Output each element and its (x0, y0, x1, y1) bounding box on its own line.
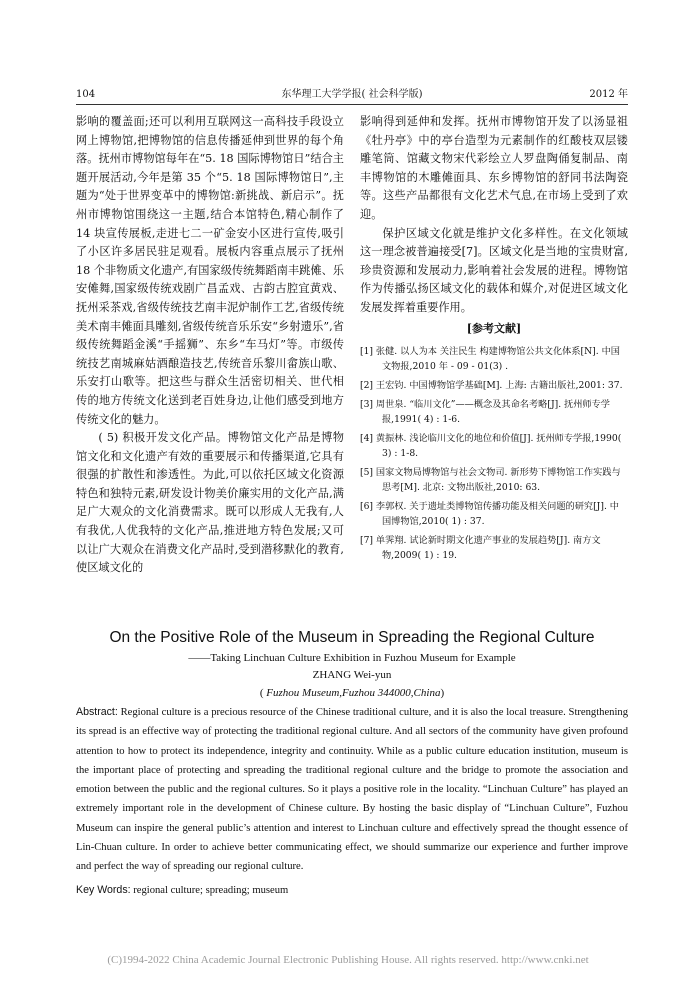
body-paragraph: 影响的覆盖面;还可以利用互联网这一高科技手段设立网上博物馆,把博物馆的信息传播延伸到世界的每个角落。抚州市博物馆每年在“5. 18 国际博物馆日”结合主题开展活动,今年是第 35 个“5. 18 国际博物馆日”,主题为“处于世界变革中的博物馆:新挑战、新启示”。抚州市博物馆围绕这一主题,结合本馆特色,精心制作了 14 块宣传展板,走进七二一矿金安小区进行宣传,吸引了小区许多居民驻足观看。展板内容重点展示了抚州 18 个非物质文化遗产,有国家级传统舞蹈南丰跳傩、乐安傩舞,国家级传统戏剧广昌孟戏、古韵古腔宜黄戏、抚州采茶戏,省级传统技艺南丰泥炉制作工艺,省级传统美术南丰傩面具雕刻,省级传统音乐乐安“乡射遗乐”,省级传统舞蹈金溪“手摇狮”、东乡“车马灯”等。市级传统技艺南城麻姑酒酿造技艺,传统音乐黎川畲族山歌、乐安打山歌等。把这些与群众生活密切相关、世代相传的地方传统文化送到老百姓身边,让他们感受到地方传统文化的魅力。 (76, 115, 344, 426)
english-keywords (76, 882, 628, 899)
reference-item: [2] 王宏钧. 中国博物馆学基础[M]. 上海: 古籍出版社,2001: 37. (360, 380, 623, 392)
reference-item: [5] 国家文物局博物馆与社会文物司. 新形势下博物馆工作实践与思考[M]. 北京: 文物出版社,2010: 63. (360, 467, 621, 494)
references-heading: [参考文献] (466, 321, 522, 335)
page-number: 104 (76, 89, 96, 100)
english-abstract (76, 703, 628, 877)
abstract-label: Abstract: (76, 706, 118, 718)
journal-name: 东华理工大学学报( 社会科学版) (281, 89, 423, 100)
affiliation-text: Fuzhou Museum,Fuzhou 344000,China (266, 687, 441, 699)
english-subtitle: ——Taking Linchuan Culture Exhibition in Fuzhou Museum for Example (188, 652, 516, 664)
keywords-label: Key Words: (76, 884, 131, 896)
reference-list (360, 344, 628, 563)
running-header (76, 88, 628, 105)
reference-item: [6] 李郭权. 关于遗址类博物馆传播功能及相关问题的研究[J]. 中国博物馆,2010( 1) : 37. (360, 501, 619, 528)
left-column (76, 113, 344, 578)
body-paragraph: 保护区域文化就是维护文化多样性。在文化领域这一理念被普遍接受[7]。区域文化是当地的宝贵财富,珍贵资源和发展动力,影响着社会发展的进程。博物馆作为传播弘扬区域文化的载体和媒介,对促进区域文化发展发挥着重要作用。 (360, 226, 628, 314)
right-column (360, 113, 628, 567)
reference-item: [3] 周世泉. “临川文化”——概念及其命名考略[J]. 抚州师专学报,1991( 4) : 1-6. (360, 399, 610, 426)
reference-item: [1] 张健. 以人为本 关注民生 构建博物馆公共文化体系[N]. 中国文物报,2010 年 - 09 - 01(3) . (360, 346, 620, 373)
affiliation-open-paren: ( (259, 687, 267, 699)
reference-item: [7] 单霁翔. 试论新时期文化遗产事业的发展趋势[J]. 南方文物,2009( 1) : 19. (360, 535, 601, 562)
abstract-text: Regional culture is a precious resource of the Chinese traditional culture, and it is also the local treasure. Strengthening its spread is an effective way of protecting the traditional regional culture. And all sectors of the community have given profound attention to how to protect its independence, integrity and continuity. While as a public culture education institution, museum is the important place of protecting and spreading the traditional regional culture and the bridge to promote the association and emotion between the public and the regional cultures. So it plays a positive role in the locality. “Linchuan Culture” has played an extremely important role in the development of Chinese culture. By hosting the basic display of “Linchuan Culture”, Fuzhou Museum can inspire the general public’s attention and interest to Linchuan culture and effectively spread the thought essence of Lin-Chuan culture. In order to achieve better communicating effect, we should summarize our experience and further improve and perfect the way of spreading our regional culture. (76, 707, 628, 873)
reference-item: [4] 黄振林. 浅论临川文化的地位和价值[J]. 抚州师专学报,1990( 3) : 1-8. (360, 433, 622, 460)
keywords-text: regional culture; spreading; museum (133, 885, 289, 896)
english-title: On the Positive Role of the Museum in Spreading the Regional Culture (109, 629, 595, 646)
body-paragraph: ( 5) 积极开发文化产品。博物馆文化产品是博物馆文化和文化遗产有效的重要展示和传播渠道,它具有很强的扩散性和渗透性。为此,可以依托区域文化资源特色和独特元素,研发设计物美价廉实用的文化产品,满足广大观众的文化消费需求。既可以形成人无我有,人有我优,人优我特的文化产品,推进地方特色发展;又可以让广大观众在消费文化产品时,受到潜移默化的教育,使区域文化的 (76, 431, 344, 575)
author-name: ZHANG Wei-yun (312, 669, 392, 681)
copyright-footer: (C)1994-2022 China Academic Journal Electronic Publishing House. All rights reserved. http://www.cnki.net (107, 954, 589, 966)
affiliation-close-paren: ) (440, 687, 445, 699)
body-paragraph: 影响得到延伸和发挥。抚州市博物馆开发了以汤显祖《牡丹亭》中的亭台造型为元素制作的红酸枝双层镂雕笔筒、馆藏文物宋代彩绘立人罗盘陶俑复制品、南丰博物馆的木雕傩面具、东乡博物馆的舒同书法陶瓷等。这些产品都很有文化艺术气息,在市场上受到了欢迎。 (360, 115, 628, 221)
publication-year: 2012 年 (589, 89, 628, 100)
author-affiliation (76, 686, 628, 700)
